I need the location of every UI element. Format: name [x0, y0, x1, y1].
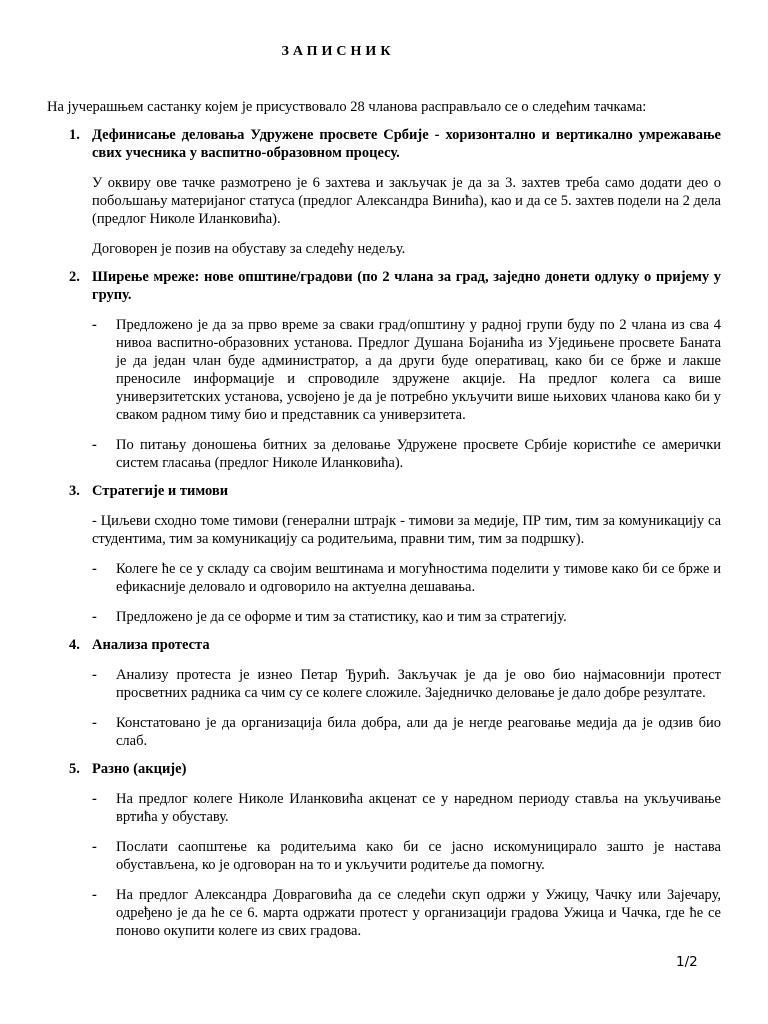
section-heading: Стратегије и тимови — [92, 483, 229, 499]
bullet-text: Предложено је да за прво време за сваки град/општину у радној групи буду по 2 члана из сва 4 нивоа васпитно-образовних установа. Предлог Душана Бојанића из Уједињене просвете Баната је да један члан буде администратор, а да други буде оперативац, како би се брже и лакше преносиле информације и спроводиле здружене акције. На предлог колега са више универзитетских установа, усвојено је да је потребно укључити више њихових чланова како би у сваком радном тиму био и представник са универзитета. — [116, 317, 721, 423]
section-5 — [47, 760, 721, 940]
dash-bullet-icon: - — [92, 561, 97, 577]
bullet-item — [92, 316, 721, 424]
section-paragraph: Договорен је позив на обуставу за следећу недељу. — [92, 241, 406, 257]
dash-bullet-icon: - — [92, 791, 97, 807]
bullet-item — [92, 886, 721, 940]
bullet-text: На предлог колеге Николе Иланковића акценат се у наредном периоду ставља на укључивање вртића у обуставу. — [116, 791, 721, 825]
bullet-item — [92, 436, 721, 472]
section-2 — [47, 268, 721, 472]
bullet-text: Послати саопштење ка родитељима како би се јасно искомуницирало зашто је настава обустављена, ко је одговоран на то и укључити родитеље да помогну. — [116, 839, 721, 873]
section-number: 5. — [69, 761, 80, 777]
section-number: 4. — [69, 637, 80, 653]
section-number: 2. — [69, 269, 80, 285]
dash-bullet-icon: - — [92, 667, 97, 683]
minutes-body — [47, 126, 721, 940]
bullet-item — [92, 608, 721, 626]
bullet-item — [92, 714, 721, 750]
section-heading: Дефинисање деловања Удружене просвете Србије - хоризонтално и вертикално умрежавање свих учесника у васпитно-образовном процесу. — [92, 127, 721, 161]
bullet-text: На предлог Александра Довраговића да се следећи скуп одржи у Ужицу, Чачку или Зајечару, одређено је да ће се 6. марта одржати протест у организацији градова Ужица и Чачка, где ће се поново окупити колеге из свих градова. — [116, 887, 721, 939]
bullet-text: Констатовано је да организација била добра, али да је негде реаговање медија да је одзив био слаб. — [116, 715, 721, 749]
section-number: 3. — [69, 483, 80, 499]
dash-bullet-icon: - — [92, 609, 97, 625]
document-title: ЗАПИСНИК — [281, 44, 395, 59]
section-heading: Анализа протеста — [92, 637, 210, 653]
bullet-text: Анализу протеста је изнео Петар Ђурић. Закључак је да је ово био најмасовнији протест просветних радника са чим су се колеге сложиле. Заједничко деловање је дало добре резултате. — [116, 667, 721, 701]
dash-bullet-icon: - — [92, 839, 97, 855]
page-number: 1/2 — [676, 954, 698, 970]
bullet-item — [92, 790, 721, 826]
section-4 — [47, 636, 721, 750]
section-number: 1. — [69, 127, 80, 143]
section-3 — [47, 482, 721, 626]
bullet-text: Предложено је да се оформе и тим за статистику, као и тим за стратегију. — [116, 609, 567, 625]
bullet-text: Колеге ће се у складу са својим вештинама и могућностима поделити у тимове како би се брже и ефикасније деловало и одговорило на актуелна дешавања. — [116, 561, 721, 595]
section-heading: Разно (акције) — [92, 761, 187, 777]
dash-bullet-icon: - — [92, 437, 97, 453]
intro-text: На јучерашњем састанку којем је присуствовало 28 чланова расправљало се о следећим тачкама: — [47, 99, 647, 115]
bullet-item — [92, 838, 721, 874]
dash-bullet-icon: - — [92, 317, 97, 333]
section-paragraph: - Циљеви сходно томе тимови (генерални штрајк - тимови за медије, ПР тим, тим за комуникацију са студентима, тим за комуникацију са родитељима, правни тим, тим за подршку). — [92, 513, 721, 547]
bullet-item — [92, 560, 721, 596]
bullet-item — [92, 666, 721, 702]
dash-bullet-icon: - — [92, 715, 97, 731]
dash-bullet-icon: - — [92, 887, 97, 903]
section-1 — [47, 126, 721, 258]
section-paragraph: У оквиру ове тачке размотрено је 6 захтева и закључак је да за 3. захтев треба само додати део о побољшању материјаног статуса (предлог Александра Винића), као и да се 5. захтев подели на 2 дела (предлог Николе Иланковића). — [92, 175, 721, 227]
section-heading: Ширење мреже: нове општине/градови (по 2 члана за град, заједно донети одлуку о пријему у групу. — [92, 269, 721, 303]
bullet-text: По питању доношења битних за деловање Удружене просвете Србије користиће се амерички систем гласања (предлог Николе Иланковића). — [116, 437, 721, 471]
